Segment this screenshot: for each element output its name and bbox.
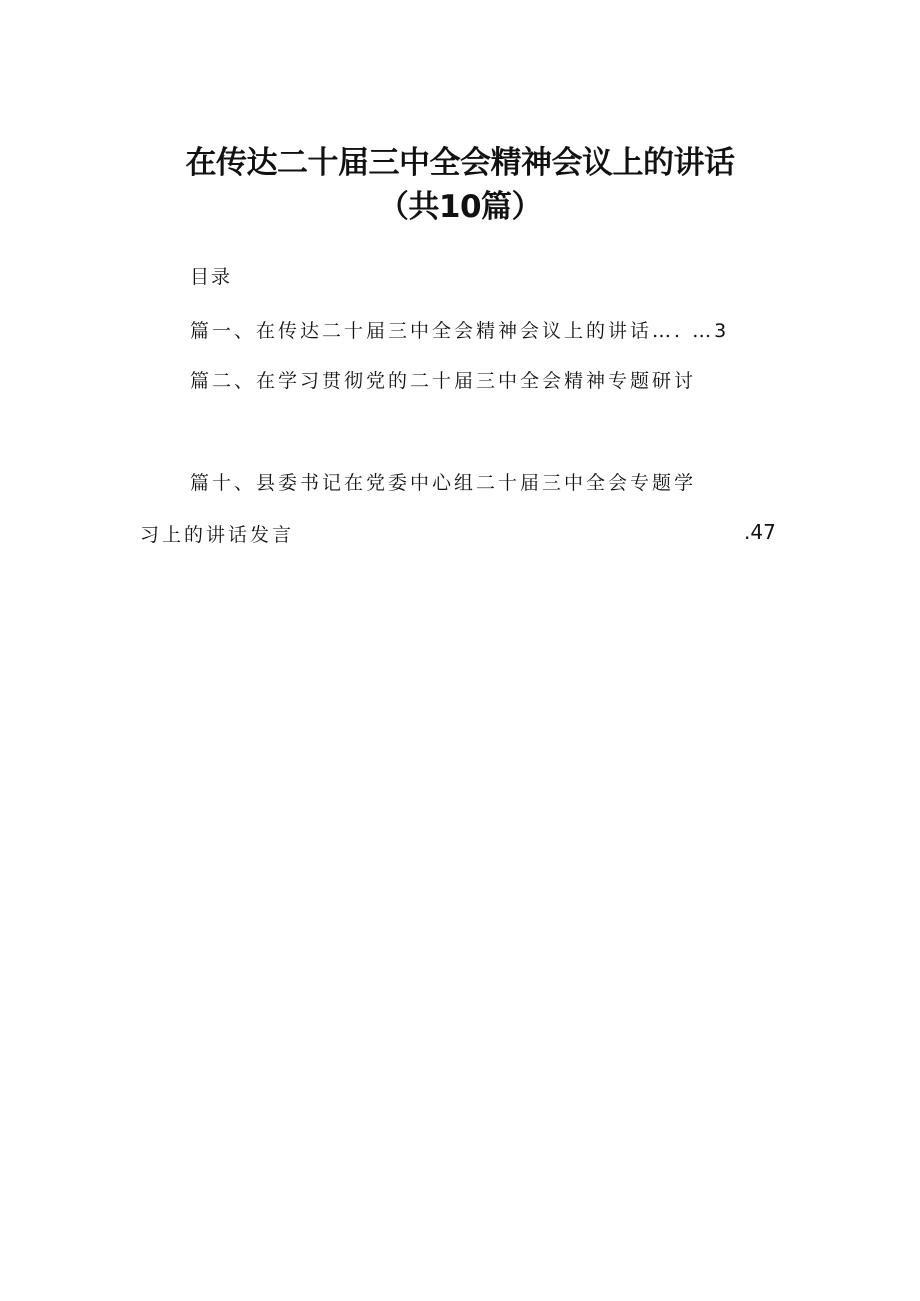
- toc-entry-page: .47: [744, 520, 776, 544]
- document-title: 在传达二十届三中全会精神会议上的讲话: [185, 145, 735, 181]
- toc-entry[interactable]: [190, 316, 726, 343]
- toc-heading: 目录: [190, 266, 233, 288]
- toc-entry-text: 习上的讲话发言: [140, 524, 295, 546]
- toc-entry[interactable]: [190, 468, 696, 495]
- toc-entry-page: 3: [714, 320, 727, 342]
- toc-entry-continuation[interactable]: [140, 520, 294, 547]
- toc-entry-text: 篇二、在学习贯彻党的二十届三中全会精神专题研讨: [190, 370, 697, 392]
- toc-entry-text: 篇一、在传达二十届三中全会精神会议上的讲话…. …: [190, 320, 715, 342]
- toc-entry[interactable]: [190, 366, 696, 393]
- toc-entry-text: 篇十、县委书记在党委中心组二十届三中全会专题学: [190, 472, 697, 494]
- document-subtitle: （共10篇）: [377, 189, 543, 225]
